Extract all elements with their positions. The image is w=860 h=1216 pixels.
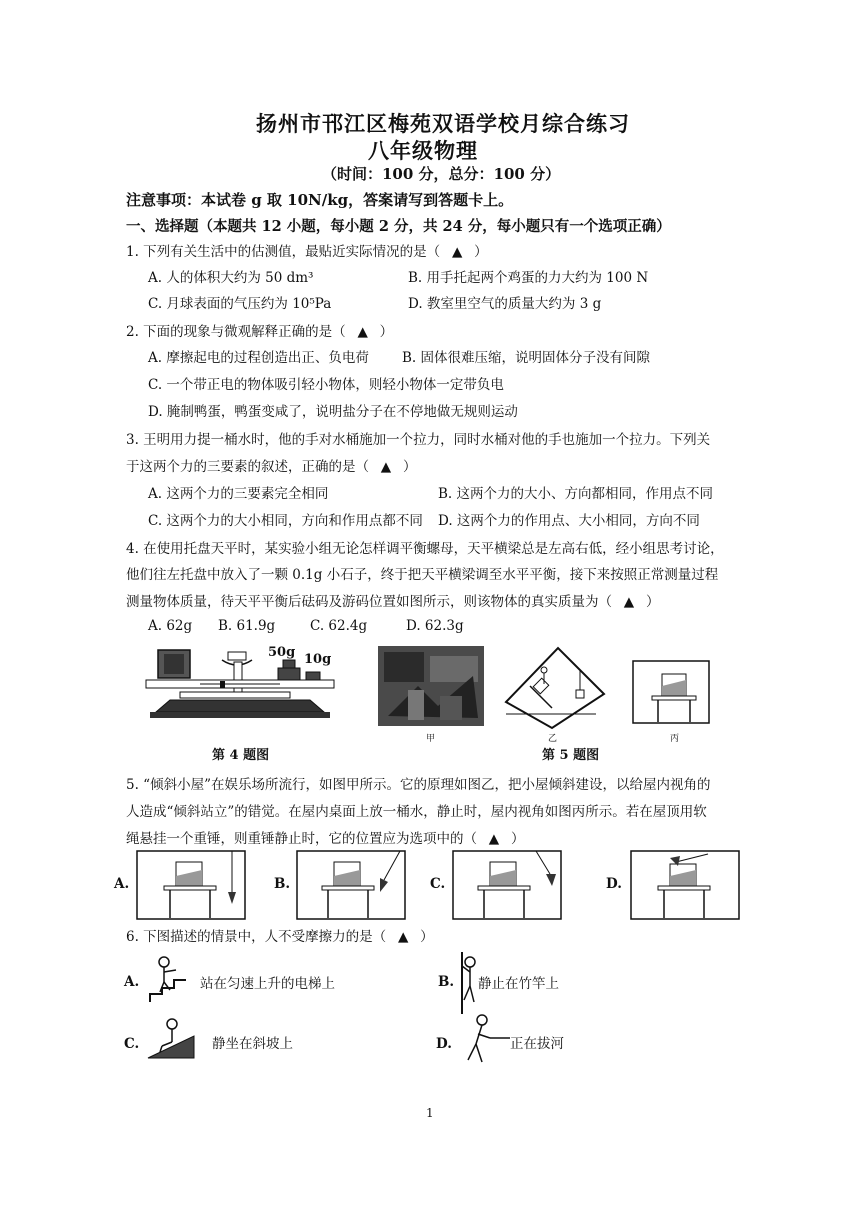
- answer-mark-icon: ▲: [623, 594, 635, 610]
- option-c-diagram: [452, 850, 562, 920]
- weight-50g-label: 50g: [268, 645, 296, 660]
- option-b-text: 静止在竹竿上: [478, 976, 559, 992]
- question-stem: 于这两个力的三要素的叙述，正确的是（: [126, 459, 369, 475]
- option-d-letter: D.: [436, 1036, 452, 1052]
- label-yi: 乙: [548, 734, 558, 744]
- question-5: 绳悬挂一个重锤，则重锤静止时，它的位置应为选项中的（ ▲ ）: [126, 831, 525, 847]
- option-a: A. 这两个力的三要素完全相同: [148, 486, 329, 502]
- figure-5-caption: 第 5 题图: [542, 748, 600, 763]
- question-2: 2. 下面的现象与微观解释正确的是（ ▲ ）: [126, 324, 394, 340]
- question-stem: 1. 下列有关生活中的估测值，最贴近实际情况的是（: [126, 244, 441, 260]
- option-b-letter: B.: [274, 876, 291, 892]
- question-stem: 测量物体质量，待天平平衡后砝码及游码位置如图所示，则该物体的真实质量为（: [126, 594, 612, 610]
- figure-4-caption: 第 4 题图: [212, 748, 270, 763]
- question-3: 于这两个力的三要素的叙述，正确的是（ ▲ ）: [126, 459, 417, 475]
- question-5-line1: 5. “倾斜小屋”在娱乐场所流行，如图甲所示。它的原理如图乙，把小屋倾斜建设，以给屋内视角的: [126, 777, 711, 793]
- slope-sitter-icon: [146, 1016, 196, 1060]
- answer-mark-icon: ▲: [451, 244, 463, 260]
- option-d-diagram: [630, 850, 740, 920]
- question-stem: 6. 下图描述的情景中，人不受摩擦力的是（: [126, 929, 387, 945]
- option-c: C. 这两个力的大小相同，方向和作用点都不同: [148, 513, 423, 529]
- question-6: 6. 下图描述的情景中，人不受摩擦力的是（ ▲ ）: [126, 929, 434, 945]
- option-b: B. 固体很难压缩，说明固体分子没有间隙: [402, 350, 651, 366]
- room-view-diagram: [632, 660, 710, 724]
- option-c-letter: C.: [124, 1036, 140, 1052]
- question-stem: 绳悬挂一个重锤，则重锤静止时，它的位置应为选项中的（: [126, 831, 477, 847]
- option-c: C. 62.4g: [310, 618, 368, 634]
- question-4-line1: 4. 在使用托盘天平时，某实验小组无论怎样调平衡螺母，天平横梁总是左高右低，经小组思考讨论，: [126, 541, 724, 557]
- option-a: A. 人的体积大约为 50 dm³: [148, 270, 314, 286]
- answer-mark-icon: ▲: [357, 324, 368, 340]
- option-d-text: 正在拔河: [510, 1036, 564, 1052]
- page-number: 1: [426, 1106, 434, 1120]
- option-a-text: 站在匀速上升的电梯上: [200, 976, 335, 992]
- option-d-letter: D.: [606, 876, 622, 892]
- label-bing: 丙: [670, 734, 680, 744]
- escalator-person-icon: [146, 954, 202, 1004]
- option-c-text: 静坐在斜坡上: [212, 1036, 293, 1052]
- option-b-letter: B.: [438, 974, 455, 990]
- option-a: A. 62g: [148, 618, 193, 634]
- question-4: 测量物体质量，待天平平衡后砝码及游码位置如图所示，则该物体的真实质量为（ ▲ ）: [126, 594, 660, 610]
- answer-mark-icon: ▲: [380, 459, 392, 475]
- section-title: 一、选择题（本题共 12 小题，每小题 2 分，共 24 分，每小题只有一个选项正确）: [126, 218, 671, 235]
- label-jia: 甲: [426, 734, 436, 744]
- question-1: 1. 下列有关生活中的估测值，最贴近实际情况的是（ ▲ ）: [126, 244, 488, 260]
- subject-title: 八年级物理: [368, 138, 478, 163]
- option-b: B. 61.9g: [218, 618, 276, 634]
- question-5-line2: 人造成“倾斜站立”的错觉。在屋内桌面上放一桶水，静止时，屋内视角如图丙所示。若在屋顶用软: [126, 804, 707, 820]
- tug-of-war-icon: [460, 1012, 510, 1066]
- option-c: C. 一个带正电的物体吸引轻小物体，则轻小物体一定带负电: [148, 377, 504, 393]
- option-a-letter: A.: [124, 974, 140, 990]
- question-4-line2: 他们往左托盘中放入了一颗 0.1g 小石子，终于把天平横梁调至水平平衡，接下来按照正常测量过程: [126, 567, 719, 583]
- option-a-letter: A.: [114, 876, 130, 892]
- tilted-house-photo: [378, 646, 484, 726]
- question-3-line1: 3. 王明用力提一桶水时，他的手对水桶施加一个拉力，同时水桶对他的手也施加一个拉力。下列关: [126, 432, 711, 448]
- option-b: B. 这两个力的大小、方向都相同，作用点不同: [438, 486, 714, 502]
- option-b: B. 用手托起两个鸡蛋的力大约为 100 N: [408, 270, 649, 286]
- option-d: D. 62.3g: [406, 618, 464, 634]
- time-info: （时间：100 分，总分：100 分）: [322, 165, 561, 183]
- option-d: D. 教室里空气的质量大约为 3 g: [408, 296, 602, 312]
- exam-notice: 注意事项：本试卷 g 取 10N/kg，答案请写到答题卡上。: [126, 191, 514, 209]
- exam-title: 扬州市邗江区梅苑双语学校月综合练习: [256, 111, 630, 136]
- answer-mark-icon: ▲: [397, 929, 409, 945]
- option-d: D. 腌制鸭蛋，鸭蛋变咸了，说明盐分子在不停地做无规则运动: [148, 404, 518, 420]
- option-c-letter: C.: [430, 876, 446, 892]
- option-a-diagram: [136, 850, 246, 920]
- option-a: A. 摩擦起电的过程创造出正、负电荷: [148, 350, 369, 366]
- option-b-diagram: [296, 850, 406, 920]
- answer-mark-icon: ▲: [488, 831, 500, 847]
- tilted-house-diagram: [496, 644, 608, 730]
- weight-10g-label: 10g: [304, 652, 332, 667]
- option-c: C. 月球表面的气压约为 10⁵Pa: [148, 296, 332, 312]
- question-stem: 2. 下面的现象与微观解释正确的是（: [126, 324, 346, 340]
- option-d: D. 这两个力的作用点、大小相同，方向不同: [438, 513, 700, 529]
